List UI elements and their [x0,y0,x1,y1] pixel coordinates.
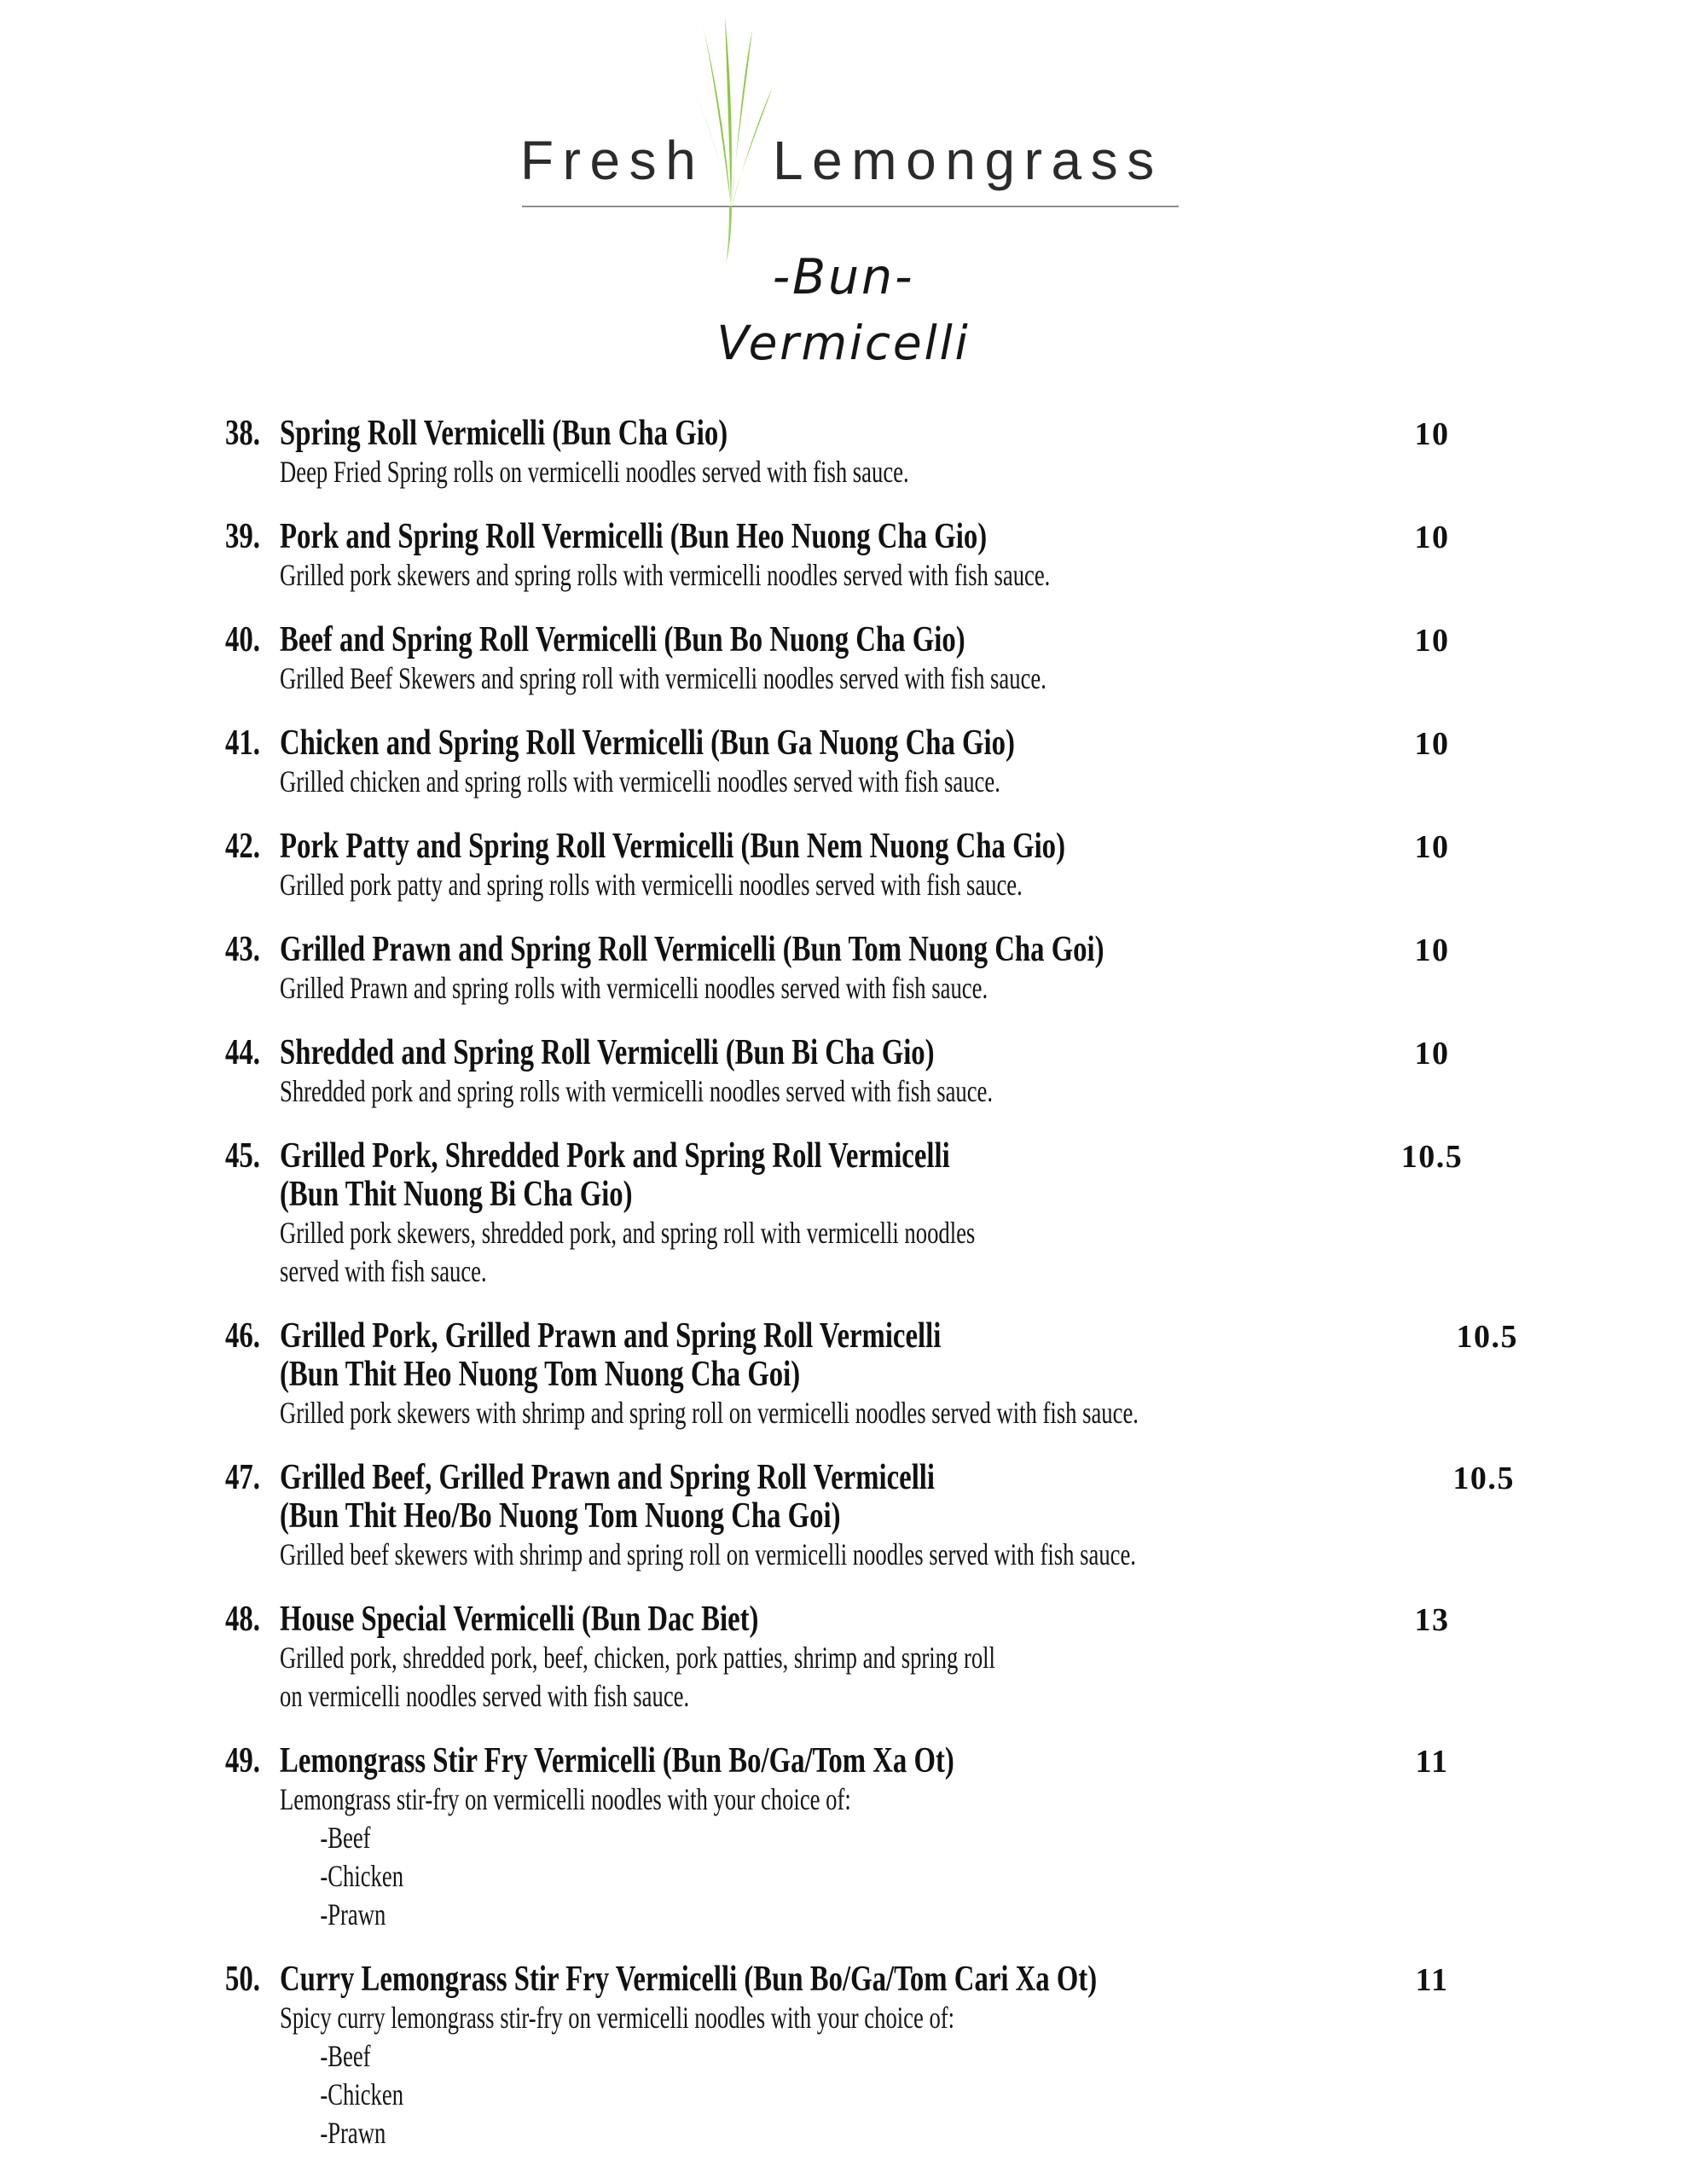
item-title: Grilled Beef, Grilled Prawn and Spring Roll Vermicelli [280,1458,936,1497]
item-number: 42. [225,827,260,866]
item-title: Chicken and Spring Roll Vermicelli (Bun Ga Nuong Cha Gio) [280,723,1015,763]
brand-word-lemongrass: Lemongrass [773,130,1163,191]
item-number: 45. [225,1136,260,1176]
item-body [280,828,1385,904]
menu-item [225,1137,1479,1291]
item-title: Pork and Spring Roll Vermicelli (Bun Heo Nuong Cha Gio) [280,517,988,556]
section-title-bun: -Bun- [772,249,915,305]
item-body [280,415,1385,491]
item-price: 10 [1414,829,1450,865]
item-number: 49. [225,1741,260,1780]
item-body [280,1317,1441,1432]
section-subtitle-vermicelli: Vermicelli [716,316,971,370]
menu-item [225,931,1479,1008]
item-description: Grilled pork skewers and spring rolls with vermicelli noodles served with fish sauce. [280,558,1051,592]
item-price: 10 [1414,416,1450,452]
menu-item [225,1458,1515,1574]
menu-item [225,1600,1479,1716]
item-description: Spicy curry lemongrass stir-fry on vermicelli noodles with your choice of: [280,2001,955,2035]
item-description: Grilled pork skewers, shredded pork, and spring roll with vermicelli noodles [280,1216,976,1250]
item-price: 11 [1415,1962,1449,1998]
item-body [280,1960,1385,2152]
item-number: 43. [225,930,260,969]
item-price: 10 [1414,1036,1450,1072]
menu-item [225,518,1479,595]
item-description: Grilled chicken and spring rolls with vermicelli noodles served with fish sauce. [280,764,1000,799]
item-price: 10.5 [1456,1319,1519,1355]
item-description: Grilled pork, shredded pork, beef, chicken, pork patties, shrimp and spring roll [280,1641,995,1675]
item-title: Spring Roll Vermicelli (Bun Cha Gio) [280,414,728,453]
menu-item [225,1034,1479,1111]
item-price: 11 [1415,1744,1449,1780]
item-body [280,1137,1385,1291]
item-option: -Prawn [320,2116,386,2150]
item-body [280,1600,1385,1716]
item-body [280,1034,1385,1111]
item-price: 10.5 [1400,1139,1464,1175]
item-price: 13 [1414,1602,1450,1638]
menu-item [225,415,1479,491]
item-number: 38. [225,414,260,453]
item-number: 39. [225,517,260,556]
item-description: Grilled Beef Skewers and spring roll with vermicelli noodles served with fish sauce. [280,661,1046,695]
item-description: Deep Fried Spring rolls on vermicelli noodles served with fish sauce. [280,455,909,489]
item-subtitle: (Bun Thit Heo/Bo Nuong Tom Nuong Cha Goi) [280,1496,841,1536]
menu-list [225,414,1519,2179]
item-option: -Beef [320,1821,371,1855]
item-title: Pork Patty and Spring Roll Vermicelli (Bun Nem Nuong Cha Gio) [280,827,1065,866]
item-description: Grilled beef skewers with shrimp and spring roll on vermicelli noodles served with fish sauce. [280,1537,1136,1571]
item-body [280,1742,1385,1934]
item-number: 46. [225,1316,260,1356]
item-option: -Chicken [320,1859,404,1893]
item-title: Grilled Pork, Shredded Pork and Spring Roll Vermicelli [280,1136,950,1176]
menu-item [225,724,1479,801]
item-description: Shredded pork and spring rolls with vermicelli noodles served with fish sauce. [280,1074,994,1108]
item-title: Beef and Spring Roll Vermicelli (Bun Bo Nuong Cha Gio) [280,620,965,659]
item-description: Lemongrass stir-fry on vermicelli noodles with your choice of: [280,1782,851,1816]
item-description: on vermicelli noodles served with fish sauce. [280,1679,690,1713]
item-number: 50. [225,1960,260,1999]
item-price: 10 [1414,623,1450,659]
item-title: House Special Vermicelli (Bun Dac Biet) [280,1600,759,1639]
menu-item [225,621,1479,698]
item-subtitle: (Bun Thit Heo Nuong Tom Nuong Cha Goi) [280,1355,801,1394]
item-body [280,1459,1437,1574]
brand-word-fresh: Fresh [520,130,705,191]
grass-blades [691,17,773,264]
item-body [280,621,1385,698]
item-body [280,724,1385,801]
item-option: -Chicken [320,2077,404,2111]
item-title: Grilled Prawn and Spring Roll Vermicelli (Bun Tom Nuong Cha Goi) [280,930,1104,969]
item-description: Grilled Prawn and spring rolls with vermicelli noodles served with fish sauce. [280,971,988,1005]
menu-item [225,828,1479,904]
menu-item [225,1960,1479,2152]
lemongrass-logo-icon [681,17,781,266]
logo-underline [522,206,1179,207]
item-number: 44. [225,1033,260,1072]
menu-item [225,1316,1519,1432]
item-subtitle: (Bun Thit Nuong Bi Cha Gio) [280,1175,633,1214]
item-description: Grilled pork skewers with shrimp and spring roll on vermicelli noodles served with fish sauce. [280,1396,1139,1430]
item-number: 40. [225,620,260,659]
item-option: -Beef [320,2039,371,2073]
item-number: 48. [225,1600,260,1639]
item-title: Curry Lemongrass Stir Fry Vermicelli (Bun Bo/Ga/Tom Cari Xa Ot) [280,1960,1098,1999]
item-price: 10 [1414,932,1450,968]
item-price: 10 [1414,520,1450,555]
item-description: Grilled pork patty and spring rolls with vermicelli noodles served with fish sauce. [280,868,1023,902]
item-number: 41. [225,723,260,763]
menu-item [225,1742,1479,1934]
item-price: 10.5 [1452,1461,1515,1496]
item-price: 10 [1414,726,1450,762]
item-option: -Prawn [320,1897,386,1931]
item-description: served with fish sauce. [280,1254,487,1288]
item-title: Grilled Pork, Grilled Prawn and Spring Roll Vermicelli [280,1316,942,1356]
item-title: Lemongrass Stir Fry Vermicelli (Bun Bo/Ga/Tom Xa Ot) [280,1741,954,1780]
item-number: 47. [225,1458,260,1497]
item-body [280,518,1385,595]
item-title: Shredded and Spring Roll Vermicelli (Bun Bi Cha Gio) [280,1033,935,1072]
item-body [280,931,1385,1008]
